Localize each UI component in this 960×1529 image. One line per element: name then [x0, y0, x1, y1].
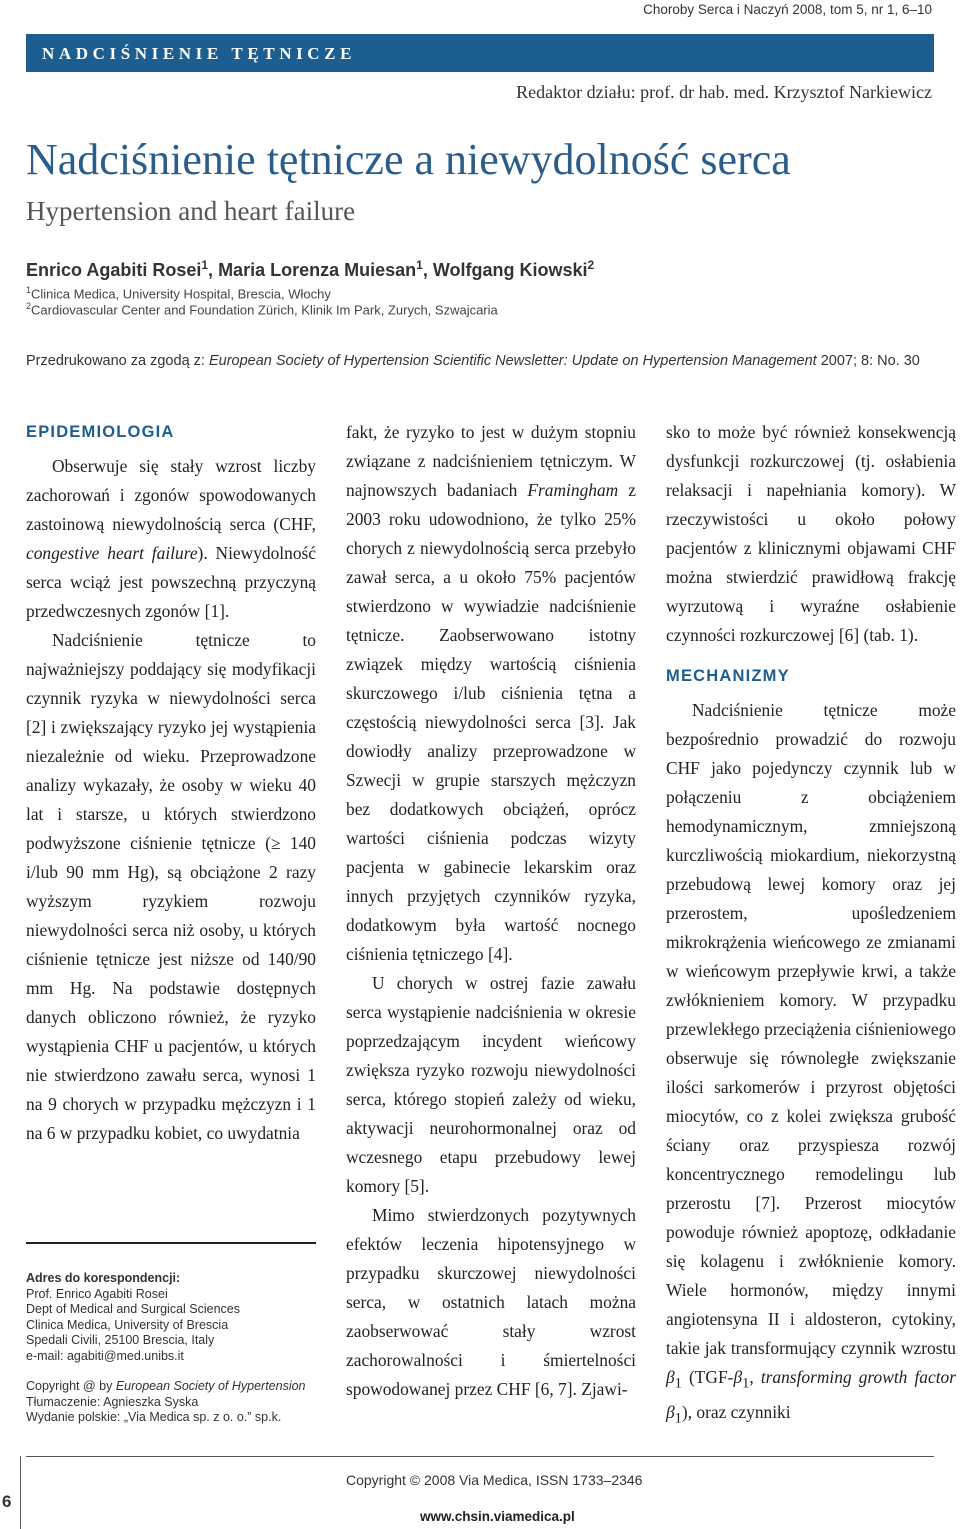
correspondence-label: Adres do korespondencji:	[26, 1271, 181, 1285]
paragraph: Obserwuje się stały wzrost liczby zachorowań i zgonów spowodowanych zastoinową niewydolnością serca (CHF, congestive heart failure). Niewydolność serca wciąż jest powszechną przyczyną przedwczesnych zgonów [1].	[26, 456, 317, 621]
text-column-1	[26, 418, 316, 1148]
author-affiliation-mark: 1	[201, 258, 209, 272]
correspondence-line: Dept of Medical and Surgical Sciences	[26, 1302, 241, 1316]
section-editor: Redaktor działu: prof. dr hab. med. Krzysztof Narkiewicz	[516, 82, 932, 102]
paragraph: sko to może być również konsekwencją dysfunkcji rozkurczowej (tj. osłabienia relaksacji i napełniania komory). W rzeczywistości u około połowy pacjentów z klinicznymi objawami CHF można stwierdzić prawidłową frakcję wyrzutową i wyraźne osłabienie czynności rozkurczowej [6] (tab. 1).	[666, 422, 956, 645]
section-heading-mechanizmy: MECHANIZMY	[666, 667, 790, 685]
paragraph: Mimo stwierdzonych pozytywnych efektów leczenia hipotensyjnego w przypadku skurczowej niewydolności serca, w ostatnich latach można zaobserwować stały wzrost zachorowalności i śmiertelności spowodowanej przez CHF [6, 7]. Zjawi-	[346, 1205, 636, 1399]
article-subtitle: Hypertension and heart failure	[26, 196, 356, 226]
affiliation	[26, 301, 498, 317]
correspondence-email: e-mail: agabiti@med.unibs.it	[26, 1348, 184, 1363]
affiliation	[26, 285, 331, 301]
correspondence-line: Spedali Civili, 25100 Brescia, Italy	[26, 1333, 215, 1347]
footer-rule	[26, 1456, 934, 1457]
copyright-line: Copyright @ by European Society of Hypertension	[26, 1379, 306, 1393]
reprint-source: European Society of Hypertension Scientific Newsletter: Update on Hypertension Management	[208, 353, 817, 369]
author-name: Enrico Agabiti Rosei	[26, 260, 202, 280]
author-affiliation-mark: 2	[587, 258, 595, 272]
affiliation-number: 2	[26, 301, 32, 311]
correspondence-line: Clinica Medica, University of Brescia	[26, 1317, 229, 1332]
author-list: Enrico Agabiti Rosei$^1$, Maria Lorenza Muiesan$^1$, Wolfgang Kiowski$^2$	[26, 258, 595, 280]
author-name: Wolfgang Kiowski	[432, 260, 588, 280]
paragraph: fakt, że ryzyko to jest w dużym stopniu związane z nadciśnieniem tętniczym. W najnowszych badaniach Framingham z 2003 roku udowodniono, że tylko 25% chorych z niewydolnością serca przebyło zawał serca, a u około 75% pacjentów stwierdzono w wywiadzie nadciśnienie tętnicze. Zaobserwowano istotny związek między wartością ciśnienia skurczowego i/lub ciśnienia tętna a częstością niewydolności serca [3]. Jak dowiodły analizy przeprowadzone w Szwecji w grupie starszych mężczyzn bez dodatkowych obciążeń, oprócz wartości ciśnienia podczas wizyty pacjenta w gabinecie lekarskim oraz innych przyjętych czynników ryzyka, dodatkowym była wartość nocnego ciśnienia tętniczego [4].	[346, 422, 636, 964]
correspondence-block	[26, 1271, 240, 1364]
author-name: Maria Lorenza Muiesan	[218, 260, 417, 280]
footer-url-link[interactable]: www.chsin.viamedica.pl	[420, 1509, 575, 1524]
edition-line: Wydanie polskie: „Via Medica sp. z o. o.” sp.k.	[26, 1410, 282, 1424]
section-banner: NADCIŚNIENIE TĘTNICZE	[26, 34, 934, 72]
reprint-suffix: 2007; 8: No. 30	[816, 353, 920, 369]
divider	[26, 1242, 316, 1244]
reprint-prefix: Przedrukowano za zgodą z:	[26, 353, 209, 369]
copyright-block	[26, 1379, 306, 1426]
section-heading-epidemiologia: EPIDEMIOLOGIA	[26, 423, 175, 441]
text-column-2	[346, 418, 636, 1404]
article-title: Nadciśnienie tętnicze a niewydolność serca	[26, 135, 791, 184]
affiliation-number: 1	[26, 285, 32, 295]
paragraph: Nadciśnienie tętnicze to najważniejszy poddający się modyfikacji czynnik ryzyka w niewydolności serca [2] i zwiększający ryzyko jej wystąpienia niezależnie od wieku. Przeprowadzone analizy wykazały, że osoby w wieku 40 lat i starsze, u których stwierdzono podwyższone ciśnienie tętnicze (≥ 140 i/lub 90 mm Hg), są obciążone 2 razy wyższym ryzykiem rozwoju niewydolności serca niż osoby, u których ciśnienie tętnicze jest niższe od 140/90 mm Hg. Na podstawie dostępnych danych obliczono również, że ryzyko wystąpienia CHF u pacjentów, u których nie stwierdzono zawału serca, wynosi 1 na 9 chorych w przypadku mężczyzn i 1 na 6 w przypadku kobiet, co uwydatnia	[26, 630, 316, 1143]
affiliation-text: Clinica Medica, University Hospital, Brescia, Włochy	[31, 286, 331, 302]
author-affiliation-mark: 1	[416, 258, 423, 272]
text-column-3	[666, 418, 956, 1434]
affiliation-text: Cardiovascular Center and Foundation Zürich, Klinik Im Park, Zurych, Szwajcaria	[31, 302, 498, 318]
paragraph: Nadciśnienie tętnicze może bezpośrednio prowadzić do rozwoju CHF jako pojedynczy czynnik lub w połączeniu z obciążeniem hemodynamicznym, zmniejszoną kurczliwością miokardium, niekorzystną przebudową lewej komory oraz jej przerostem, upośledzeniem mikrokrążenia wieńcowego ze zmianami w wieńcowym przepływie krwi, a także zwłóknieniem komory. W przypadku przewlekłego przeciążenia ciśnieniowego obserwuje się równoległe zwiększanie ilości sarkomerów i przyrost objętości miocytów, co z kolei zwiększa grubość ściany oraz przyspiesza rozwój koncentrycznego remodelingu lub przerostu [7]. Przerost miocytów powoduje również apoptozę, odkładanie się kolagenu i zwłóknienie komory. Wiele hormonów, między innymi angiotensyna II i aldosteron, cytokiny, takie jak transformujący czynnik wzrostu $\beta_1$ ($TGF-\beta_1$, transforming growth factor $\beta_1$), oraz czynniki	[666, 700, 956, 1427]
journal-reference: Choroby Serca i Naczyń 2008, tom 5, nr 1, 6–10	[643, 2, 932, 17]
reprint-note	[26, 353, 920, 369]
footer-copyright: Copyright © 2008 Via Medica, ISSN 1733–2346	[346, 1472, 643, 1488]
correspondence-line: Prof. Enrico Agabiti Rosei	[26, 1286, 168, 1301]
paragraph: U chorych w ostrej fazie zawału serca wystąpienie nadciśnienia w okresie poprzedzającym incydent wieńcowy zwiększa ryzyko rozwoju niewydolności serca, którego stopień zależy od wieku, aktywacji neurohormonalnej oraz od wczesnego etapu przebudowy lewej komory [5].	[346, 973, 636, 1196]
page-number-box	[0, 1456, 21, 1529]
page-number: 6	[2, 1492, 12, 1511]
translation-line: Tłumaczenie: Agnieszka Syska	[26, 1394, 199, 1409]
